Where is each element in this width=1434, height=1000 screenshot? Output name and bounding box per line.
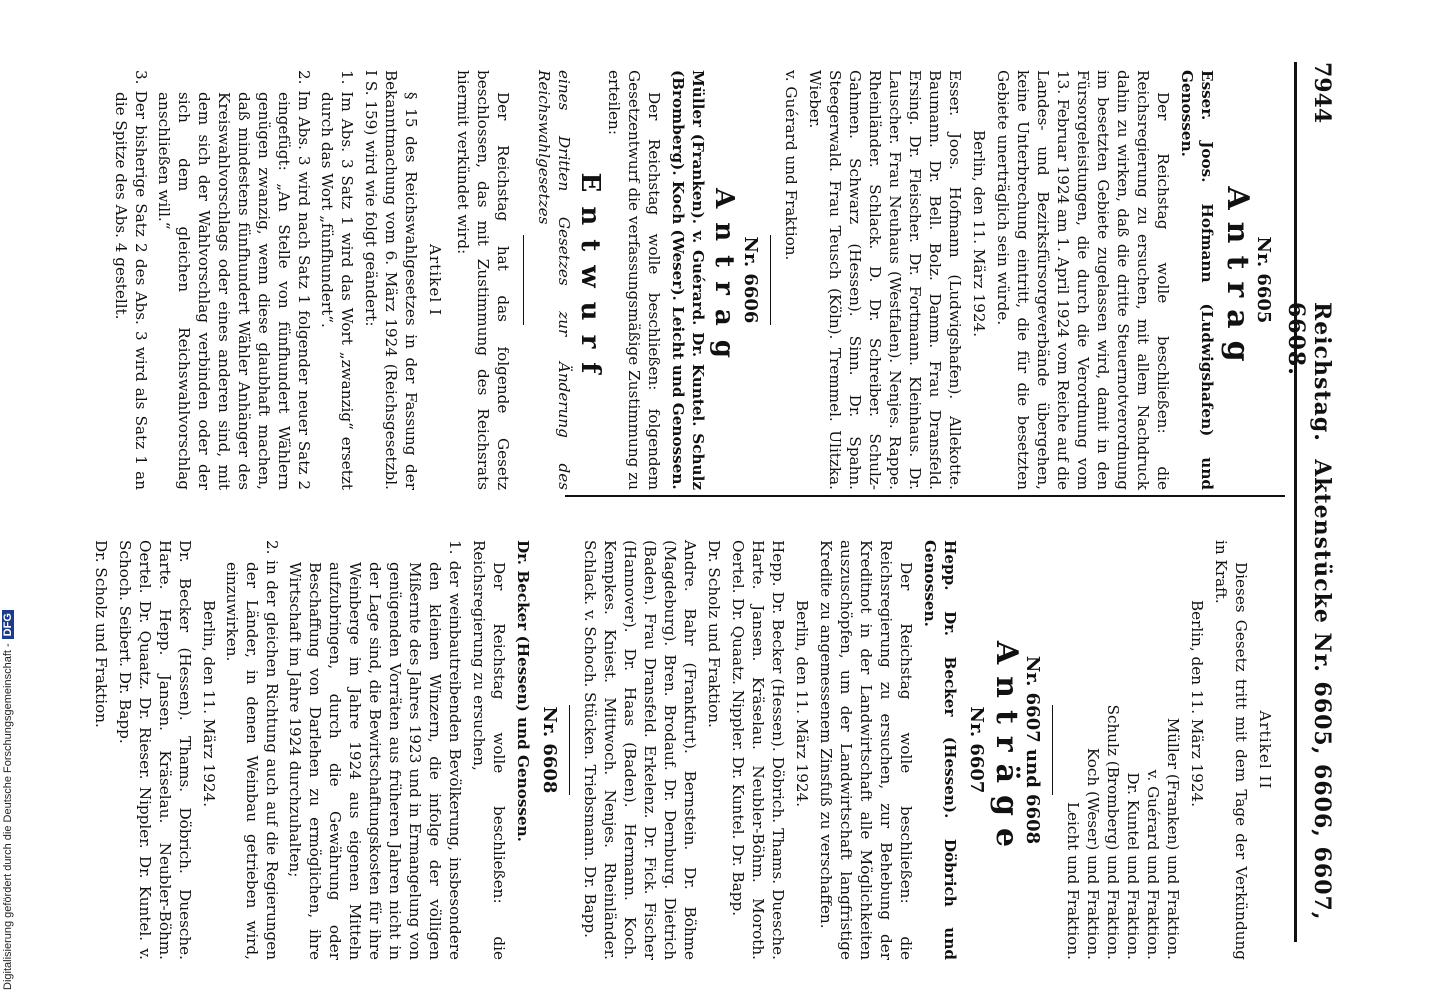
heading-nr-6607: Nr. 6607	[966, 706, 987, 794]
right-column	[87, 540, 1283, 960]
signer-line: v. Guérard und Fraktion.	[1144, 769, 1162, 960]
artikel-2-signers	[1063, 540, 1183, 960]
credit-text: Digitalisierung gefördert durch die Deutsche Forschungsgemeinschaft -	[2, 643, 14, 990]
motion-6608-signers: Dr. Becker (Hessen). Thams. Döbrich. Duesche. Harte. Hepp. Jansen. Kräselau. Neubler-Böhm. Oertel. Dr. Quaatz. Dr. Rieser. Nippler. Dr. Kuntel. v. Schoch. Seibert. Dr. Bapp.	[116, 540, 194, 960]
heading-nr-6605: Nr. 6605	[1253, 236, 1274, 324]
column-divider	[565, 495, 1285, 497]
heading-artikel-1: Artikel I	[426, 243, 444, 317]
digitization-credit	[2, 570, 14, 990]
motion-6607-signers: Hepp. Dr. Becker (Hessen). Döbrich. Thams. Duesche. Harte. Jansen. Kräselau. Neubler-Böhm. Moroth. Oertel. Dr. Quaatz. Nippler. Dr. Kuntel. Dr. Bapp.	[729, 540, 787, 960]
motion-6605-signers: Esser. Joos. Hofmann (Ludwigshafen). Allekotte. Baumann. Dr. Bell. Bolz. Damm. Frau Dransfeld. Ersing. Dr. Fleischer. Dr. Fortmann. Kleinhaus. Dr. Lauscher. Frau Neuhaus (Westfalen). Nenjes. Rappe. Rheinländer. Schlack. D. Dr. Schreiber. Schulz-Gahmen. Schwarz (Hessen). Sinn. Dr. Spahn. Steegerwald. Frau Teusch (Köln). Tremmel. Ulitzka. Wieber.	[806, 70, 964, 490]
separator	[770, 235, 771, 325]
motion-6607-text: Der Reichstag wolle beschließen: die Reichsregierung zu ersuchen, zur Behebung der Kreditnot in der Landwirtschaft alle Möglichkeiten auszuschöpfen, um der Landwirtschaft langfristige Kredite zu angemessenem Zinsfuß zu verschaffen.	[817, 540, 915, 960]
motion-6608-lead: Dr. Becker (Hessen) und Genossen.	[514, 540, 532, 842]
motion-6608-text: Der Reichstag wolle beschließen: die Reichsregierung zu ersuchen,	[470, 540, 508, 960]
separator	[569, 705, 570, 795]
list-item: 3. Der bisherige Satz 2 des Abs. 3 wird als Satz 1 an die Spitze des Abs. 4 gestellt.	[112, 70, 150, 490]
left-column	[108, 70, 1283, 490]
list-item: 1. der weinbautreibenden Bevölkerung, insbesondere den kleinen Winzern, die infolge der völligen Mißernte des Jahres 1923 und in Ermangelung von genügenden Vorräten aus früheren Jahren nicht in der Lage sind, die Bewirtschaftungskosten für ihre Weinberge im Jahre 1924 aus eigenen Mitteln aufzubringen, durch die Gewährung oder Beschaffung von Darlehen zu ermöglichen, ihre Wirtschaft im Jahre 1924 durchzuhalten;	[286, 540, 464, 960]
digitization-credit-strip	[0, 0, 20, 1000]
motion-6607-lead: Hepp. Dr. Becker (Hessen). Döbrich und Genossen.	[921, 540, 959, 960]
artikel-1-items	[111, 70, 357, 490]
signer-line: Müller (Franken) und Fraktion.	[1164, 717, 1182, 960]
running-title	[1283, 302, 1335, 942]
motion-6607-more-signers: Andre. Bahr (Frankfurt). Bernstein. Dr. Böhme (Magdeburg). Bren. Brodauf. Dr. Dernburg. Dietrich (Baden). Frau Dransfeld. Erkelenz. Dr. Fick. Fischer (Hannover). Dr. Haas (Baden). Hermann. Koch. Kempkes. Kniest. Mittwoch. Nenjes. Rheinländer. Schlack. v. Schoch. Stücken. Triebsmann. Dr. Bapp.	[581, 540, 699, 960]
running-title-part-b: Aktenstücke Nr. 6605, 6606, 6607, 6608.	[1283, 302, 1335, 921]
list-item: 2. in der gleichen Richtung auch auf die Regierungen der Länder, in denen Weinbau getrieben wird, einzuwirken.	[223, 540, 281, 960]
motion-6608-date: Berlin, den 11. März 1924.	[200, 600, 218, 808]
motion-6607-trailer: Dr. Scholz und Fraktion.	[705, 540, 723, 728]
motion-6606-text: Der Reichstag wolle beschließen: folgendem Gesetzentwurf die verfassungsmäßige Zustimmung zu erteilen:	[605, 70, 663, 490]
motion-6606-lead: Müller (Franken). v. Guérard. Dr. Kuntel. Schulz (Bromberg). Koch (Weser). Leicht und Genossen.	[669, 70, 707, 490]
enacting-clause: Der Reichstag hat das folgende Gesetz beschlossen, das mit Zustimmung des Reichsrats hiermit verkündet wird:	[454, 70, 512, 490]
signer-line: Koch (Weser) und Fraktion.	[1084, 747, 1102, 960]
artikel-2-date: Berlin, den 11. März 1924.	[1188, 600, 1206, 808]
dfg-logo: DFG	[2, 610, 14, 639]
signer-line: Schulz (Bromberg) und Fraktion.	[1104, 704, 1122, 960]
page-number: 7944	[1309, 62, 1335, 124]
separator	[1052, 705, 1053, 795]
heading-artikel-2: Artikel II	[1256, 710, 1274, 790]
separator	[523, 235, 524, 325]
heading-nr-6608: Nr. 6608	[539, 706, 560, 794]
entwurf-subtitle: eines Dritten Gesetzes zur Änderung des Reichswahlgesetzes	[535, 70, 573, 490]
motion-6605-date: Berlin, den 11. März 1924.	[970, 130, 988, 338]
signer-line: Dr. Kuntel und Fraktion.	[1124, 772, 1142, 960]
heading-entwurf: Entwurf	[575, 172, 605, 388]
heading-antrag-6605: Antrag	[1220, 186, 1255, 374]
list-item: 2. Im Abs. 3 wird nach Satz 1 folgender neuer Satz 2 eingefügt: „An Stelle von fünfhundert Wählern genügen zwanzig, wenn diese glaubhaft machen, daß mindestens fünfhundert Wähler Anhänger des Kreiswahlvorschlags oder eines anderen sind, mit dem sich der Wahlvorschlag verbinden oder der sich dem gleichen Reichswahlvorschlag anschließen will.“	[155, 70, 313, 490]
motion-6607-date: Berlin, den 11. März 1924.	[793, 600, 811, 808]
motion-6608-trailer: Dr. Scholz und Fraktion.	[92, 540, 110, 728]
motion-6605-text: Der Reichstag wolle beschließen: die Reichsregierung zu ersuchen, mit allem Nachdruck dahin zu wirken, daß die dritte Steuernotverordnung im besetzten Gebiete zugelassen wird, damit in den Fürsorgeleistungen, die durch die Verordnung vom 13. Februar 1924 am 1. April 1924 vom Reiche auf die Landes- und Bezirksfürsorgeverbände übergehen, keine Unterbrechung eintritt, die für die besetzten Gebiete unerträglich sein würde.	[994, 70, 1172, 490]
list-item: 1. Im Abs. 3 Satz 1 wird das Wort „zwanzig“ ersetzt durch das Wort „fünfhundert“.	[318, 70, 356, 490]
heading-antraege: Anträge	[989, 640, 1024, 860]
artikel-2-text: Dieses Gesetz tritt mit dem Tage der Verkündung in Kraft.	[1212, 540, 1250, 960]
running-title-part-a: Reichstag.	[1309, 302, 1335, 442]
heading-nr-6607-6608: Nr. 6607 und 6608	[1022, 655, 1043, 845]
page-header	[1283, 62, 1347, 942]
signer-line: Leicht und Fraktion.	[1064, 801, 1082, 960]
artikel-1-text: § 15 des Reichswahlgesetzes in der Fassung der Bekanntmachung vom 6. März 1924 (Reichsgesetzbl. I S. 159) wird wie folgt geändert:	[362, 70, 420, 490]
heading-nr-6606: Nr. 6606	[740, 236, 761, 324]
motion-6605-lead: Esser. Joos. Hofmann (Ludwigshafen) und Genossen.	[1178, 70, 1216, 490]
heading-antrag-6606: Antrag	[709, 188, 739, 372]
motion-6605-trailer: v. Guérard und Fraktion.	[782, 70, 800, 261]
motion-6608-items	[222, 540, 465, 960]
